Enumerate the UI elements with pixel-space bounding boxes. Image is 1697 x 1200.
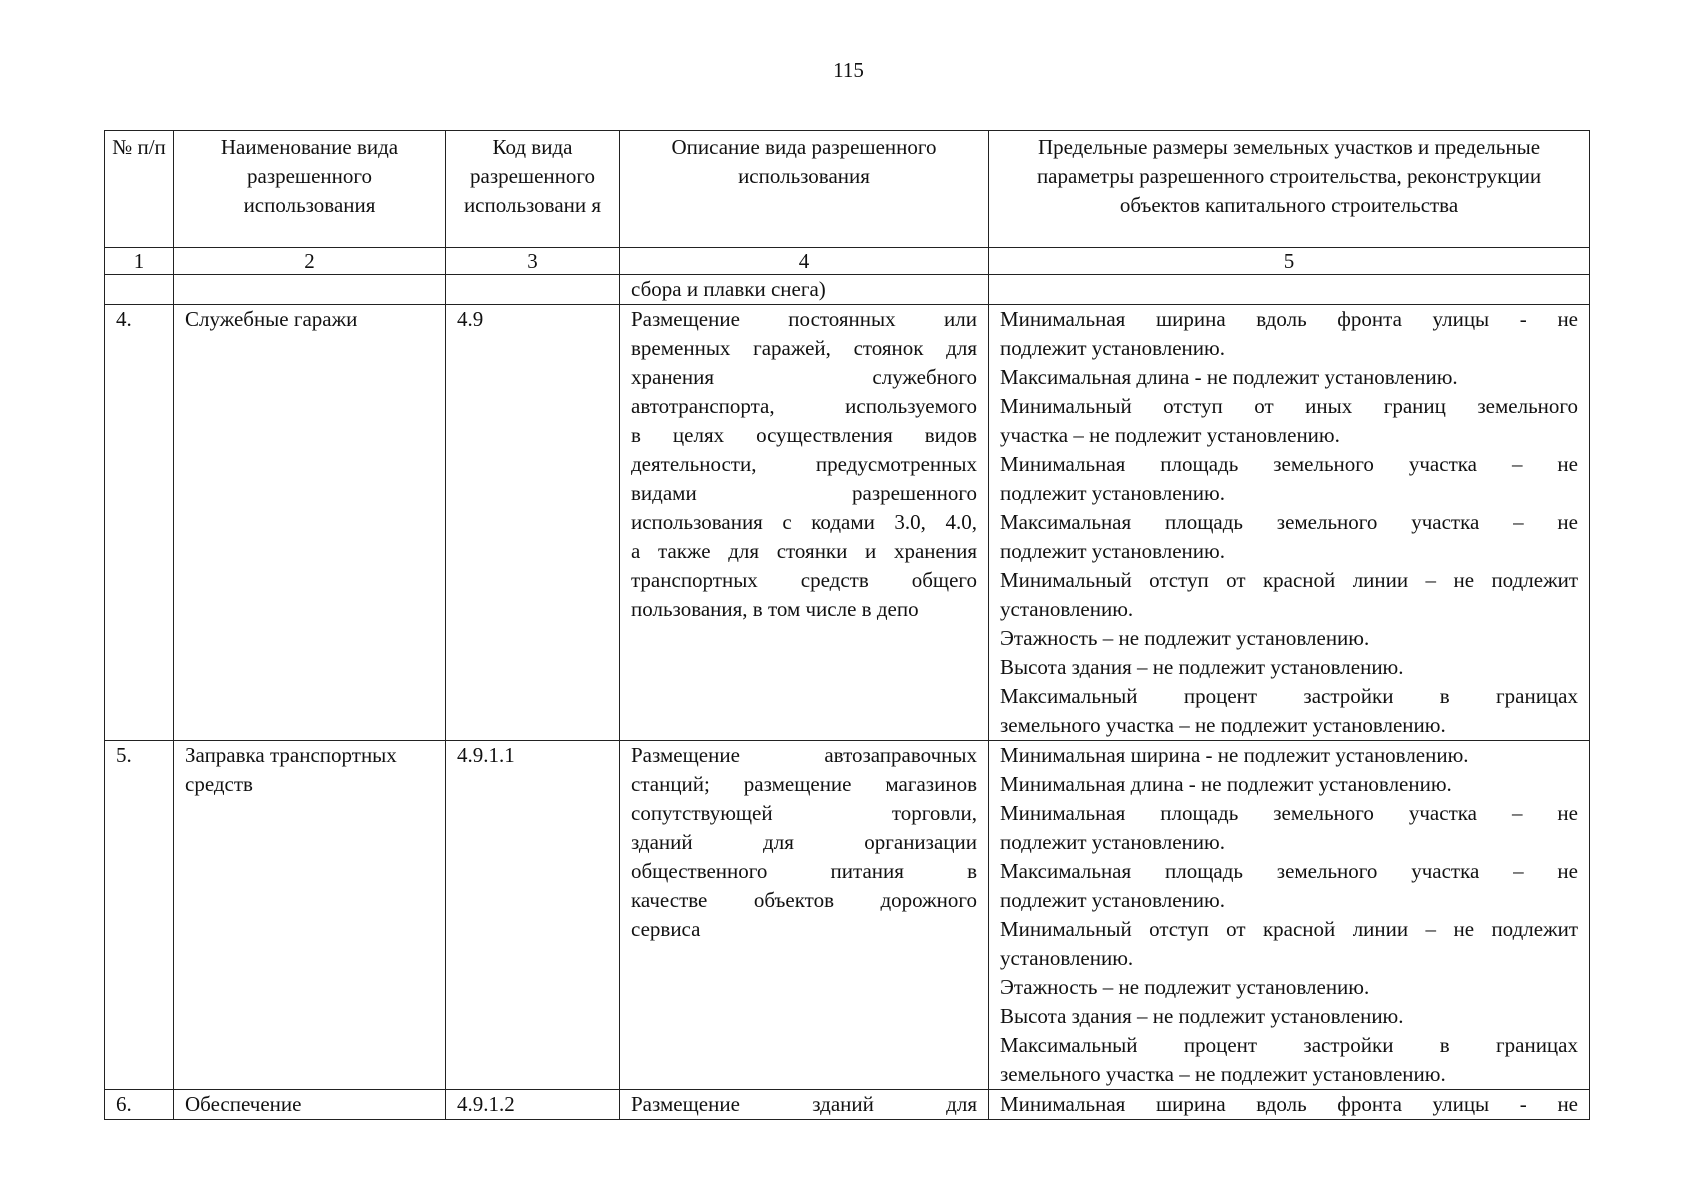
row-code: 4.9 xyxy=(446,305,620,741)
table-row xyxy=(105,305,1590,741)
description-line: временных гаражей, стоянок для xyxy=(631,336,977,360)
page-number: 115 xyxy=(833,58,864,82)
description-line: Размещение постоянных или xyxy=(631,307,977,331)
header-code: Код вида разрешенного использовани я xyxy=(446,131,620,248)
param-line: подлежит установлению. xyxy=(1000,539,1225,563)
column-number: 4 xyxy=(620,248,989,275)
row-code: 4.9.1.1 xyxy=(446,741,620,1090)
param-line: Минимальная ширина вдоль фронта улицы - не xyxy=(1000,307,1578,331)
description-line: общественного питания в xyxy=(631,859,977,883)
description-line: сервиса xyxy=(631,917,701,941)
description-line: а также для стоянки и хранения xyxy=(631,539,977,563)
table-cell xyxy=(174,275,446,305)
param-line: Максимальная площадь земельного участка – не xyxy=(1000,510,1578,534)
row-description xyxy=(620,1090,989,1120)
param-line: Максимальный процент застройки в границах xyxy=(1000,684,1578,708)
param-line: Минимальная ширина - не подлежит установлению. xyxy=(1000,743,1469,767)
column-number: 1 xyxy=(105,248,174,275)
description-line: в целях осуществления видов xyxy=(631,423,977,447)
param-line: Максимальный процент застройки в границах xyxy=(1000,1033,1578,1057)
param-line: участка – не подлежит установлению. xyxy=(1000,423,1340,447)
description-line: Размещение автозаправочных xyxy=(631,743,977,767)
description-line: пользования, в том числе в депо xyxy=(631,597,919,621)
header-description: Описание вида разрешенного использования xyxy=(620,131,989,248)
description-line: деятельности, предусмотренных xyxy=(631,452,977,476)
param-line: Этажность – не подлежит установлению. xyxy=(1000,975,1370,999)
regulation-table xyxy=(104,130,1590,1120)
description-line: хранения служебного xyxy=(631,365,977,389)
header-name: Наименование вида разрешенного использования xyxy=(174,131,446,248)
param-line: Минимальная площадь земельного участка – не xyxy=(1000,801,1578,825)
table-cell xyxy=(105,275,174,305)
param-line: установлению. xyxy=(1000,597,1134,621)
column-number: 2 xyxy=(174,248,446,275)
row-description xyxy=(620,305,989,741)
row-params xyxy=(989,741,1590,1090)
table-row xyxy=(105,1090,1590,1120)
description-line: Размещение зданий для xyxy=(631,1092,977,1116)
row-name: Заправка транспортных средств xyxy=(174,741,446,1090)
param-line: подлежит установлению. xyxy=(1000,481,1225,505)
param-line: Минимальный отступ от красной линии – не подлежит xyxy=(1000,917,1578,941)
param-line: подлежит установлению. xyxy=(1000,336,1225,360)
description-line: автотранспорта, используемого xyxy=(631,394,977,418)
description-line: сопутствующей торговли, xyxy=(631,801,977,825)
param-line: Минимальная ширина вдоль фронта улицы - не xyxy=(1000,1092,1578,1116)
param-line: подлежит установлению. xyxy=(1000,830,1225,854)
row-number: 5. xyxy=(105,741,174,1090)
row-params xyxy=(989,305,1590,741)
row-name: Обеспечение xyxy=(174,1090,446,1120)
row-name: Служебные гаражи xyxy=(174,305,446,741)
param-line: Минимальный отступ от красной линии – не подлежит xyxy=(1000,568,1578,592)
row-number: 4. xyxy=(105,305,174,741)
column-number-row xyxy=(105,248,1590,275)
row-params xyxy=(989,1090,1590,1120)
param-line: Высота здания – не подлежит установлению. xyxy=(1000,1004,1404,1028)
row-code: 4.9.1.2 xyxy=(446,1090,620,1120)
continuation-row xyxy=(105,275,1590,305)
table-cell xyxy=(446,275,620,305)
row-description xyxy=(620,741,989,1090)
param-line: Высота здания – не подлежит установлению. xyxy=(1000,655,1404,679)
param-line: Минимальная площадь земельного участка – не xyxy=(1000,452,1578,476)
header-params: Предельные размеры земельных участков и предельные параметры разрешенного строительства, реконструкции объектов капитального строительства xyxy=(989,131,1590,248)
header-row xyxy=(105,131,1590,248)
param-line: установлению. xyxy=(1000,946,1134,970)
param-line: Минимальный отступ от иных границ земельного xyxy=(1000,394,1578,418)
param-line: Максимальная площадь земельного участка – не xyxy=(1000,859,1578,883)
param-line: Этажность – не подлежит установлению. xyxy=(1000,626,1370,650)
column-number: 5 xyxy=(989,248,1590,275)
description-line: зданий для организации xyxy=(631,830,977,854)
header-num: № п/п xyxy=(105,131,174,248)
description-line: видами разрешенного xyxy=(631,481,977,505)
description-line: качестве объектов дорожного xyxy=(631,888,977,912)
table-row xyxy=(105,741,1590,1090)
row-number: 6. xyxy=(105,1090,174,1120)
continuation-description: сбора и плавки снега) xyxy=(620,275,989,305)
param-line: Минимальная длина - не подлежит установлению. xyxy=(1000,772,1452,796)
description-line: транспортных средств общего xyxy=(631,568,977,592)
description-line: станций; размещение магазинов xyxy=(631,772,977,796)
param-line: подлежит установлению. xyxy=(1000,888,1225,912)
param-line: Максимальная длина - не подлежит установлению. xyxy=(1000,365,1458,389)
param-line: земельного участка – не подлежит установлению. xyxy=(1000,1062,1446,1086)
param-line: земельного участка – не подлежит установлению. xyxy=(1000,713,1446,737)
table-cell xyxy=(989,275,1590,305)
column-number: 3 xyxy=(446,248,620,275)
description-line: использования с кодами 3.0, 4.0, xyxy=(631,510,977,534)
